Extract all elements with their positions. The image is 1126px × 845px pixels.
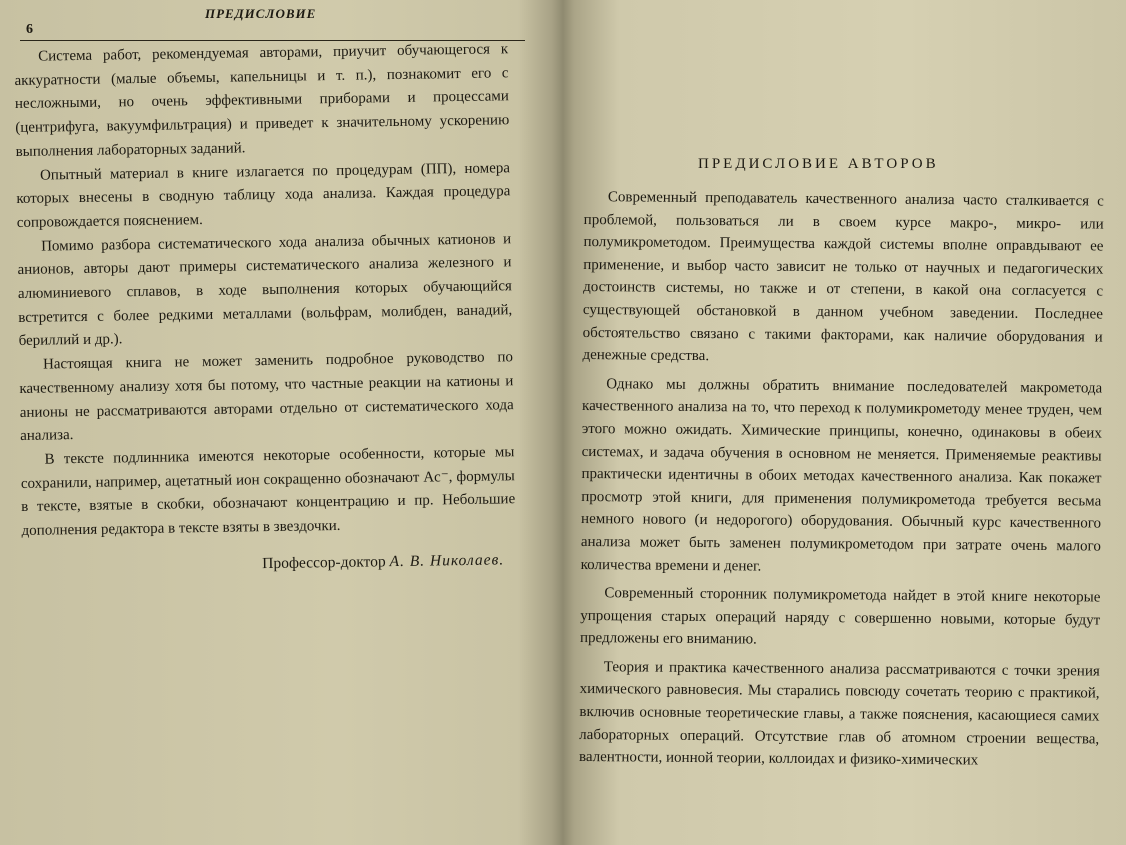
signature-title: Профессор-доктор (262, 552, 386, 572)
paragraph-1: Система работ, рекомендуемая авторами, приучит обучающегося к аккуратности (малые объемы, капельницы и т. п.), познакомит его с несложными, но очень эффективными приборами и процессами (центрифуга, вакуумфильтрация) и приведет к значительному ускорению выполнения лабораторных заданий. (14, 41, 510, 160)
left-page-text (14, 38, 516, 579)
signature (22, 548, 516, 579)
section-title: ПРЕДИСЛОВИЕ АВТОРОВ (698, 156, 939, 172)
page-number: 6 (26, 22, 33, 37)
signature-name: А. В. Николаев. (389, 551, 505, 570)
right-page-text (579, 186, 1104, 773)
paragraph-5: В тексте подлинника имеются некоторые особенности, которые мы сохранили, например, ацетатный ион сокращенно обозначают Ac⁻, формулы в тексте, взятые в скобки, обозначают концентрацию и пр. Небольшие дополнения редактора в тексте взяты в звездочки. (20, 444, 516, 540)
paragraph-3: Современный сторонник полумикрометода найдет в этой книге некоторые упрощения старых операций наряду с совершенно новыми, которые будут предложены его вниманию. (579, 585, 1101, 648)
right-page (560, 0, 1126, 845)
paragraph-3: Помимо разбора систематического хода анализа обычных катионов и анионов, авторы дают примеры систематического анализа железного и алюминиевого сплавов, в ходе выполнения которых обучающийся встретится с более редкими металлами (вольфрам, молибден, ванадий, бериллий и др.). (17, 230, 513, 350)
left-page (0, 0, 548, 845)
paragraph-2: Однако мы должны обратить внимание последователей макрометода качественного анализа на то, что переход к полумикрометоду менее труден, чем этого можно ожидать. Химические принципы, конечно, одинаковы в обеих системах, и задача обучения в основном не меняется. Применяемые реактивы практически идентичны в обоих методах качественного анализа. Как покажет просмотр этой книги, для применения полумикрометода требуется весьма немного нового (и недорогого) оборудования. Обычный курс качественного анализа может быть заменен полумикрометодом при затрате очень малого количества времени и денег. (580, 375, 1103, 575)
running-head: ПРЕДИСЛОВИЕ (205, 6, 317, 21)
paragraph-2: Опытный материал в книге излагается по процедурам (ПП), номера которых внесены в сводную таблицу хода анализа. Каждая процедура сопровождается пояснением. (16, 159, 511, 231)
paragraph-4: Настоящая книга не может заменить подробное руководство по качественному анализу хотя бы потому, что частные реакции на катионы и анионы не рассматриваются авторами отдельно от систематического хода анализа. (19, 349, 514, 445)
paragraph-1: Современный преподаватель качественного анализа часто сталкивается с проблемой, пользоваться ли в своем курсе макро-, микро- или полумикрометодом. Преимущества каждой системы вполне оправдывают ее применение, и выбор часто зависит не только от научных и педагогических достоинств системы, но также и от степени, в какой она согласуется с существующей обстановкой в данном учебном заведении. Последнее обстоятельство связано с такими факторами, как наличие оборудования и денежные средства. (582, 189, 1104, 365)
paragraph-4: Теория и практика качественного анализа рассматриваются с точки зрения химического равновесия. Мы старались повсюду сочетать теорию с практикой, включив основные теоретические главы, а также пояснения, касающиеся самих лабораторных операций. Отсутствие глав об атомном строении вещества, валентности, ионной теории, коллоидах и физико-химических (578, 659, 1100, 769)
